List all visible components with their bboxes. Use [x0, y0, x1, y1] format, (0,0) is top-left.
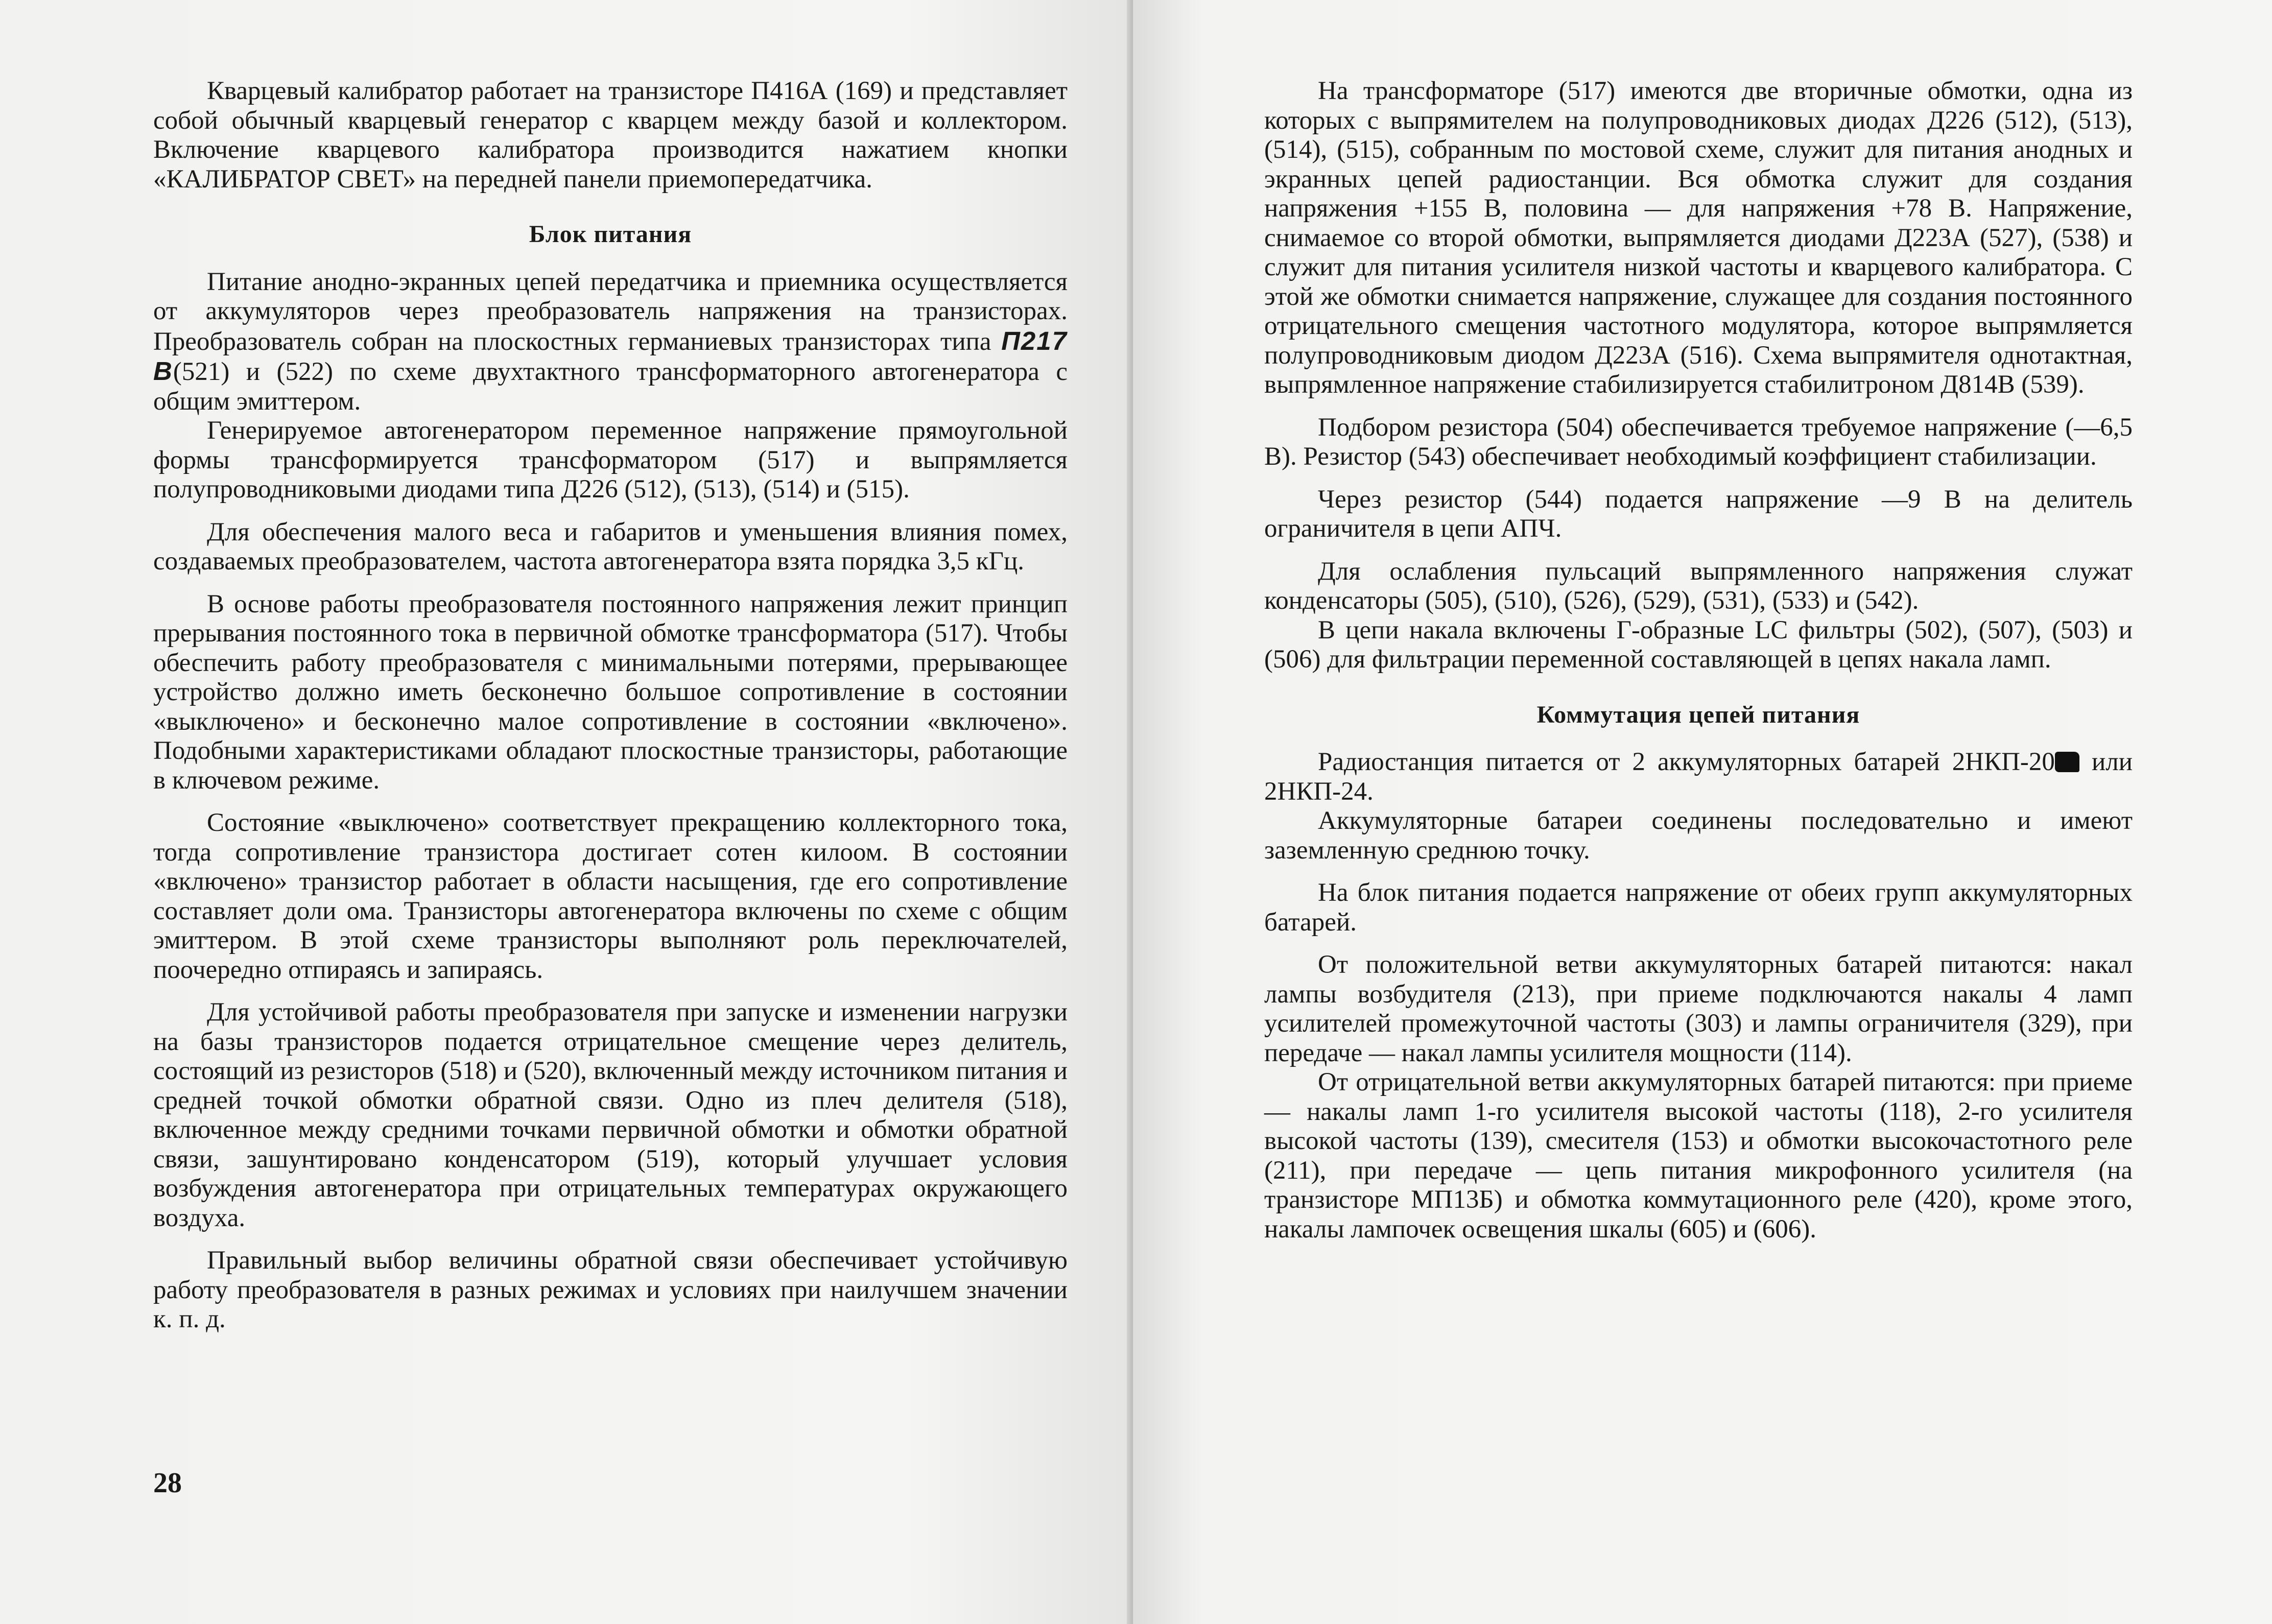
- ink-blot: [2055, 752, 2079, 772]
- text-run: или 2НКП-24.: [1264, 748, 2133, 806]
- right-text-column: [1264, 77, 2133, 1244]
- paragraph: [1264, 748, 2133, 806]
- paragraph: Кварцевый калибратор работает на транзисторе П416А (169) и представляет собой обычный кварцевый генератор с кварцем между базой и коллектором. Включение кварцевого калибратора производится нажатием кнопки «КАЛИБРАТОР СВЕТ» на передней панели приемопередатчика.: [153, 77, 1068, 194]
- paragraph: Правильный выбор величины обратной связи обеспечивает устойчивую работу преобразователя в разных режимах и условиях при наилучшем значении к. п. д.: [153, 1246, 1068, 1333]
- paragraph: Для устойчивой работы преобразователя при запуске и изменении нагрузки на базы транзисторов подается отрицательное смещение через делитель, состоящий из резисторов (518) и (520), включенный между источником питания и средней точкой обмотки обратной связи. Одно из плеч делителя (518), включенное между средними точками первичной обмотки и обмотки обратной связи, зашунтировано конденсатором (519), который улучшает условия возбуждения автогенератора при отрицательных температурах окружающего воздуха.: [153, 998, 1068, 1232]
- text-run: Питание анодно-экранных цепей передатчика и приемника осуществляется от аккумуляторов через преобразователь напряжения на транзисторах. Преобразователь собран на плоскостных германиевых транзисторах типа: [153, 267, 1068, 356]
- left-text-column: [153, 77, 1068, 1334]
- page-number: 28: [153, 1467, 182, 1499]
- paragraph: На блок питания подается напряжение от обеих групп аккумуляторных батарей.: [1264, 878, 2133, 937]
- text-run: Радиостанция питается от 2 аккумуляторных батарей 2НКП-20: [1318, 748, 2055, 776]
- paragraph: От положительной ветви аккумуляторных батарей питаются: накал лампы возбудителя (213), при приеме подключаются накалы 4 ламп усилителей промежуточной частоты (303) и лампы ограничителя (329), при передаче — накал лампы усилителя мощности (114).: [1264, 950, 2133, 1067]
- section-heading: Коммутация цепей питания: [1536, 701, 1860, 728]
- paragraph: В цепи накала включены Г-образные LC фильтры (502), (507), (503) и (506) для фильтрации переменной составляющей в цепях накала ламп.: [1264, 615, 2133, 674]
- paragraph: Через резистор (544) подается напряжение —9 В на делитель ограничителя в цепи АПЧ.: [1264, 485, 2133, 543]
- paragraph: От отрицательной ветви аккумуляторных батарей питаются: при приеме — накалы ламп 1-го усилителя высокой частоты (118), 2-го усилителя высокой частоты (139), смесителя (153) и обмотки высокочастотного реле (211), при передаче — цепь питания микрофонного усилителя (на транзисторе МП13Б) и обмотка коммутационного реле (420), кроме этого, накалы лампочек освещения шкалы (605) и (606).: [1264, 1068, 2133, 1244]
- paragraph: Для обеспечения малого веса и габаритов и уменьшения влияния помех, создаваемых преобразователем, частота автогенератора взята порядка 3,5 кГц.: [153, 517, 1068, 576]
- paragraph: На трансформаторе (517) имеются две вторичные обмотки, одна из которых с выпрямителем на полупроводниковых диодах Д226 (512), (513), (514), (515), собранным по мостовой схеме, служит для питания анодных и экранных цепей радиостанции. Вся обмотка служит для создания напряжения +155 В, половина — для напряжения +78 В. Напряжение, снимаемое со второй обмотки, выпрямляется диодами Д223А (527), (538) и служит для питания усилителя низкой частоты и кварцевого калибратора. С этой же обмотки снимается напряжение, служащее для создания постоянного отрицательного смещения частотного модулятора, которое выпрямляется полупроводниковым диодом Д223А (516). Схема выпрямителя однотактная, выпрямленное напряжение стабилизируется стабилитроном Д814В (539).: [1264, 77, 2133, 399]
- paragraph: Аккумуляторные батареи соединены последовательно и имеют заземленную среднюю точку.: [1264, 806, 2133, 865]
- paragraph: Генерируемое автогенератором переменное напряжение прямоугольной формы трансформируется трансформатором (517) и выпрямляется полупроводниковыми диодами типа Д226 (512), (513), (514) и (515).: [153, 416, 1068, 504]
- paragraph: Состояние «выключено» соответствует прекращению коллекторного тока, тогда сопротивление транзистора достигает сотен килоом. В состоянии «включено» транзистор работает в области насыщения, где его сопротивление составляет доли ома. Транзисторы автогенератора включены по схеме с общим эмиттером. В этой схеме транзисторы выполняют роль переключателей, поочередно отпираясь и запираясь.: [153, 808, 1068, 984]
- text-run: (521) и (522) по схеме двухтактного трансформаторного автогенератора с общим эмиттером.: [153, 357, 1068, 416]
- paragraph: Для ослабления пульсаций выпрямленного напряжения служат конденсаторы (505), (510), (526), (529), (531), (533) и (542).: [1264, 557, 2133, 615]
- paragraph: В основе работы преобразователя постоянного напряжения лежит принцип прерывания постоянного тока в первичной обмотке трансформатора (517). Чтобы обеспечить работу преобразователя с минимальными потерями, прерывающее устройство должно иметь бесконечно большое сопротивление в состоянии «выключено» и бесконечно малое сопротивление в состоянии «включено». Подобными характеристиками обладают плоскостные транзисторы, работающие в ключевом режиме.: [153, 589, 1068, 795]
- paragraph: [153, 268, 1068, 417]
- paragraph: Подбором резистора (504) обеспечивается требуемое напряжение (—6,5 В). Резистор (543) обеспечивает необходимый коэффициент стабилизации.: [1264, 413, 2133, 471]
- handwritten-correction: П217 В: [153, 326, 1068, 386]
- left-page: [0, 0, 1133, 1624]
- section-heading: Блок питания: [529, 221, 692, 248]
